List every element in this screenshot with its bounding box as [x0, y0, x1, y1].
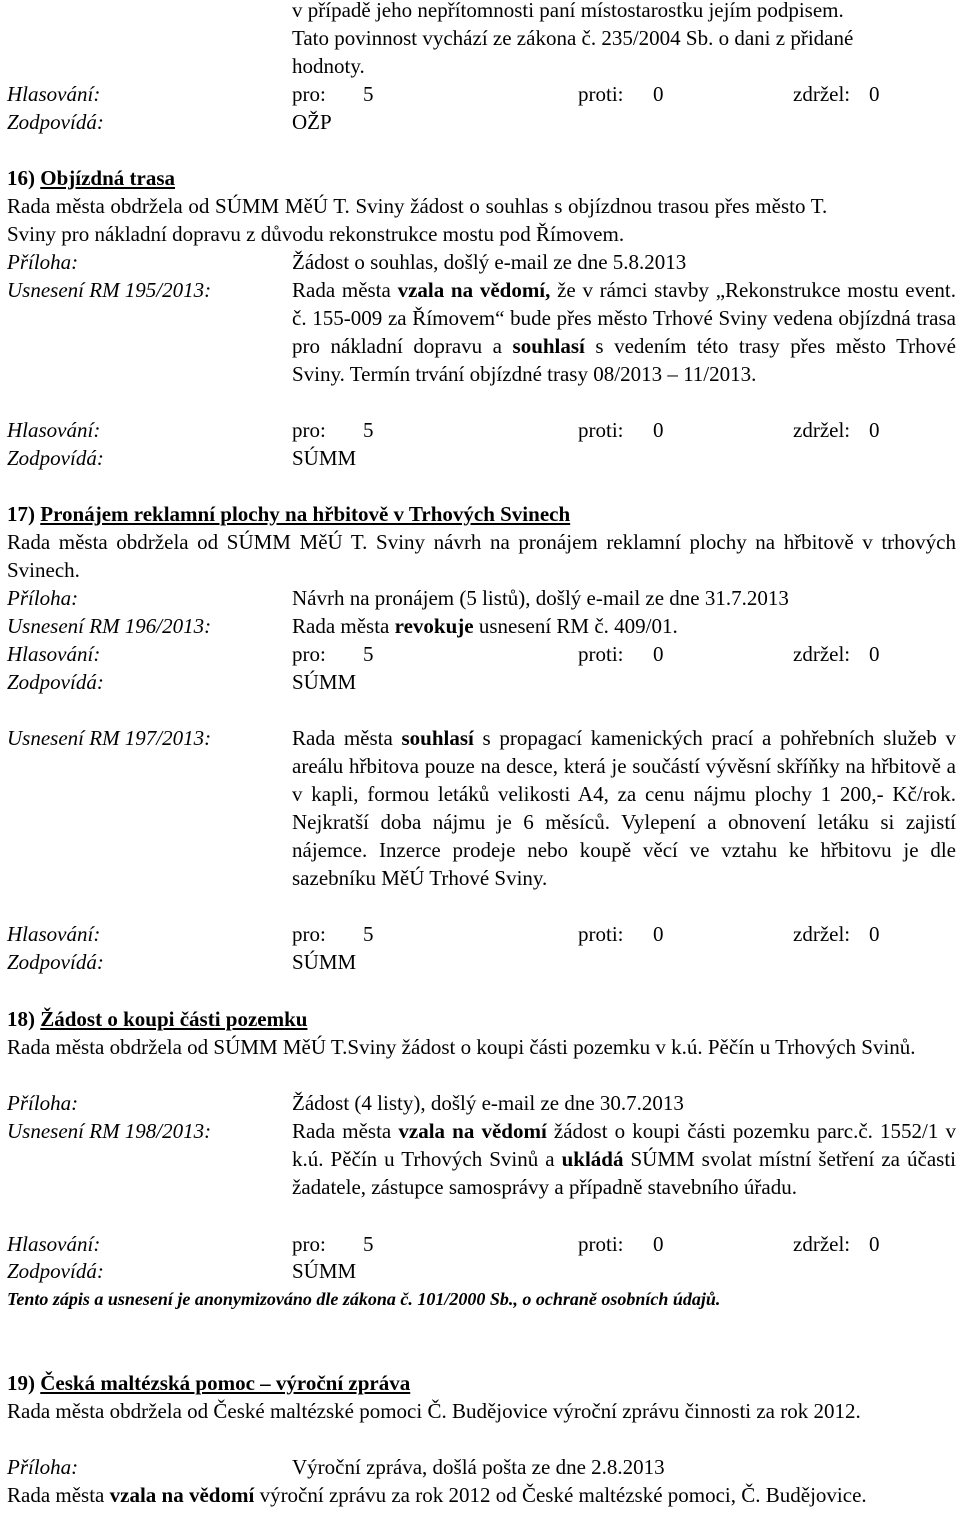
attachment-label: Příloha: — [7, 250, 79, 274]
responsible-label: Zodpovídá: — [7, 950, 104, 974]
vote-row — [7, 416, 956, 444]
resolution-label: Usnesení RM 196/2013: — [7, 614, 212, 638]
intro-line-1: v případě jeho nepřítomnosti paní místostarostku jejím podpisem. — [292, 0, 844, 22]
zdrzel-value: 0 — [869, 1232, 880, 1256]
vote-label: Hlasování: — [7, 1232, 101, 1256]
resolution-emphasis: vzala na vědomí — [398, 1119, 547, 1143]
resolution-text-part: výroční zprávu za rok 2012 od České maltézské pomoci, Č. Budějovice. — [254, 1483, 867, 1507]
attachment-label: Příloha: — [7, 586, 79, 610]
responsible-value: SÚMM — [292, 670, 357, 694]
attachment-value: Žádost (4 listy), došlý e-mail ze dne 30.7.2013 — [292, 1091, 684, 1115]
resolution-text-part: usnesení RM č. 409/01. — [473, 614, 678, 638]
pro-label: pro: — [292, 418, 326, 442]
final-resolution-text — [7, 1481, 956, 1509]
responsible-value: SÚMM — [292, 1259, 357, 1283]
responsible-value: SÚMM — [292, 446, 357, 470]
pro-label: pro: — [292, 642, 326, 666]
responsible-label: Zodpovídá: — [7, 1259, 104, 1283]
resolution-emphasis: vzala na vědomí, — [397, 278, 551, 302]
zdrzel-value: 0 — [869, 82, 880, 106]
resolution-text-part: že v rámci stavby „Rekonstrukce mostu event. č. 155-009 za Římovem“ bude přes město Trhové Sviny vedena objízdná trasa pro nákladní dopravu a — [292, 278, 956, 358]
section-description-cont: Sviny pro nákladní dopravu z důvodu rekonstrukce mostu pod Římovem. — [7, 222, 625, 246]
vote-label: Hlasování: — [7, 418, 101, 442]
section-description: Rada města obdržela od SÚMM MěÚ T. Sviny žádost o souhlas s objízdnou trasou přes město T. — [7, 194, 828, 218]
resolution-emphasis: ukládá — [561, 1147, 624, 1171]
responsible-value: SÚMM — [292, 950, 357, 974]
pro-label: pro: — [292, 1232, 326, 1256]
vote-label: Hlasování: — [7, 642, 101, 666]
resolution-text-part: Rada města — [292, 278, 398, 302]
section-heading-17 — [7, 500, 570, 528]
resolution-emphasis: souhlasí — [401, 726, 474, 750]
responsible-label: Zodpovídá: — [7, 110, 104, 134]
pro-label: pro: — [292, 82, 326, 106]
anonymization-notice: Tento zápis a usnesení je anonymizováno dle zákona č. 101/2000 Sb., o ochraně osobních údajů. — [7, 1289, 721, 1309]
zdrzel-label: zdržel: — [793, 1232, 851, 1256]
proti-value: 0 — [653, 1232, 664, 1256]
responsible-value: OŽP — [292, 110, 332, 134]
resolution-text-part: s propagací kamenických prací a pohřebních služeb v areálu hřbitova pouze na desce, která je součástí vývěsní skříňky na hřbitově a v kapli, formou letáků velikosti A4, za cenu nájmu plochy 1 200,- Kč/rok. Nejkratší doba nájmu je 6 měsíců. Vylepení a obnovení letáku si zajistí nájemce. Inzerce prodeje nebo koupě věcí ve vztahu ke hřbitovu je dle sazebníku MěÚ Trhové Sviny. — [292, 726, 956, 890]
vote-row — [7, 920, 956, 948]
zdrzel-value: 0 — [869, 642, 880, 666]
responsible-label: Zodpovídá: — [7, 670, 104, 694]
resolution-text — [292, 724, 956, 892]
zdrzel-label: zdržel: — [793, 642, 851, 666]
section-description — [7, 1397, 956, 1425]
vote-row — [7, 80, 956, 108]
pro-value: 5 — [363, 922, 374, 946]
responsible-label: Zodpovídá: — [7, 446, 104, 470]
section-number: 19) — [7, 1371, 35, 1395]
proti-value: 0 — [653, 642, 664, 666]
resolution-text-part: Rada města — [292, 1119, 399, 1143]
pro-value: 5 — [363, 418, 374, 442]
section-number: 17) — [7, 502, 35, 526]
attachment-value: Žádost o souhlas, došlý e-mail ze dne 5.8.2013 — [292, 250, 687, 274]
section-description-text: Rada města obdržela od SÚMM MěÚ T.Sviny žádost o koupi části pozemku v k.ú. Pěčín u Trhových Svinů. — [7, 1035, 916, 1059]
resolution-label: Usnesení RM 195/2013: — [7, 278, 212, 302]
resolution-text-part: Rada města — [7, 1483, 110, 1507]
resolution-text — [292, 612, 678, 640]
pro-label: pro: — [292, 922, 326, 946]
zdrzel-label: zdržel: — [793, 82, 851, 106]
vote-row — [7, 640, 956, 668]
section-heading-18 — [7, 1005, 307, 1033]
resolution-emphasis: vzala na vědomí — [109, 1483, 255, 1507]
section-description-text: Rada města obdržela od České maltézské pomoci Č. Budějovice výroční zprávu činnosti za rok 2012. — [7, 1399, 861, 1423]
pro-value: 5 — [363, 642, 374, 666]
resolution-text-part: SÚMM svolat místní šetření za účasti žadatele, zástupce samosprávy a případně stavebního úřadu. — [292, 1147, 957, 1199]
proti-label: proti: — [578, 1232, 624, 1256]
section-title: Objízdná trasa — [40, 166, 176, 190]
section-description — [7, 1033, 956, 1061]
zdrzel-value: 0 — [869, 418, 880, 442]
resolution-text-part: s vedením této trasy přes město Trhové Sviny. Termín trvání objízdné trasy 08/2013 – 11/2013. — [292, 334, 956, 386]
resolution-emphasis: souhlasí — [512, 334, 585, 358]
vote-label: Hlasování: — [7, 82, 101, 106]
resolution-text-part: žádost o koupi části pozemku parc.č. 1552/1 v k.ú. Pěčín u Trhových Svinů a — [292, 1119, 956, 1171]
pro-value: 5 — [363, 1232, 374, 1256]
resolution-text — [292, 1117, 956, 1201]
zdrzel-label: zdržel: — [793, 922, 851, 946]
intro-line-3: hodnoty. — [292, 54, 365, 78]
attachment-label: Příloha: — [7, 1455, 79, 1479]
vote-row — [7, 1230, 956, 1258]
section-number: 16) — [7, 166, 35, 190]
resolution-text-part: Rada města — [292, 726, 402, 750]
proti-value: 0 — [653, 82, 664, 106]
section-heading-16 — [7, 164, 175, 192]
zdrzel-value: 0 — [869, 922, 880, 946]
resolution-label: Usnesení RM 198/2013: — [7, 1119, 212, 1143]
section-title: Žádost o koupi části pozemku — [40, 1007, 308, 1031]
resolution-text-part: Rada města — [292, 614, 395, 638]
section-title: Česká maltézská pomoc – výroční zpráva — [40, 1371, 411, 1395]
pro-value: 5 — [363, 82, 374, 106]
proti-label: proti: — [578, 82, 624, 106]
proti-label: proti: — [578, 922, 624, 946]
vote-label: Hlasování: — [7, 922, 101, 946]
resolution-emphasis: revokuje — [394, 614, 474, 638]
proti-label: proti: — [578, 418, 624, 442]
section-description-text: Rada města obdržela od SÚMM MěÚ T. Sviny návrh na pronájem reklamní plochy na hřbitově v trhových Svinech. — [7, 530, 956, 582]
section-description — [7, 528, 956, 584]
resolution-label: Usnesení RM 197/2013: — [7, 726, 212, 750]
resolution-text — [292, 276, 956, 388]
attachment-label: Příloha: — [7, 1091, 79, 1115]
attachment-value: Výroční zpráva, došlá pošta ze dne 2.8.2013 — [292, 1455, 665, 1479]
section-title: Pronájem reklamní plochy na hřbitově v Trhových Svinech — [40, 502, 571, 526]
section-number: 18) — [7, 1007, 35, 1031]
proti-value: 0 — [653, 922, 664, 946]
section-heading-19 — [7, 1369, 410, 1397]
zdrzel-label: zdržel: — [793, 418, 851, 442]
intro-line-2: Tato povinnost vychází ze zákona č. 235/2004 Sb. o dani z přidané — [292, 26, 854, 50]
proti-label: proti: — [578, 642, 624, 666]
proti-value: 0 — [653, 418, 664, 442]
attachment-value: Návrh na pronájem (5 listů), došlý e-mail ze dne 31.7.2013 — [292, 586, 789, 610]
